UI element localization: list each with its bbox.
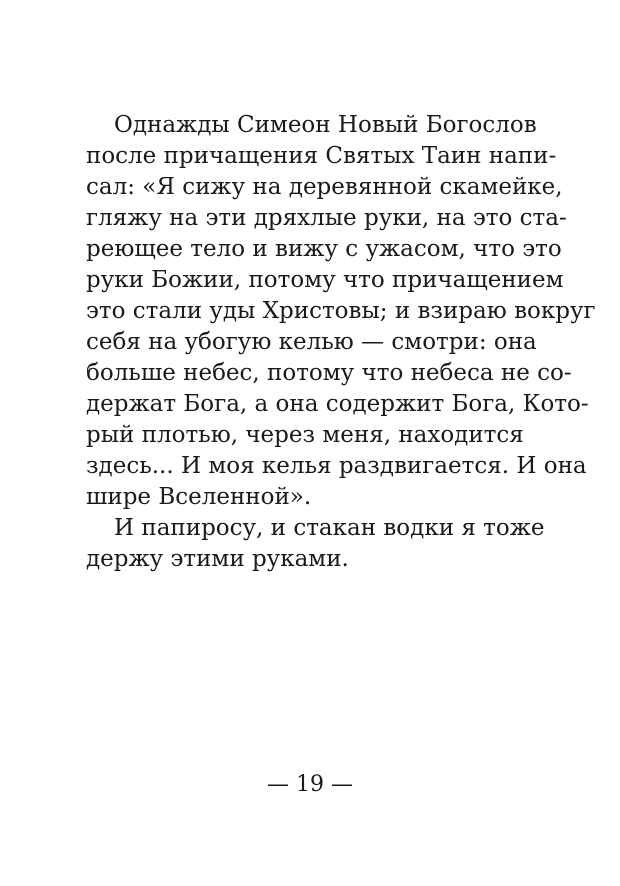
text-line: это стали уды Христовы; и взираю вокруг	[86, 298, 596, 324]
text-line: гляжу на эти дряхлые руки, на это ста-	[86, 205, 567, 231]
text-line: после причащения Святых Таин напи-	[86, 143, 557, 169]
text-line: руки Божии, потому что причащением	[86, 267, 564, 293]
text-line: реющее тело и вижу с ужасом, что это	[86, 236, 562, 262]
text-line: держу этими руками.	[86, 546, 349, 572]
paragraph-1	[86, 110, 596, 513]
text-line: сал: «Я сижу на деревянной скамейке,	[86, 174, 563, 200]
body-text	[86, 110, 596, 575]
text-line: рый плотью, через меня, находится	[86, 422, 524, 448]
page-number: — 19 —	[267, 772, 353, 797]
text-line: больше небес, потому что небеса не со-	[86, 360, 572, 386]
text-line: держат Бога, а она содержит Бога, Кото-	[86, 391, 589, 417]
text-line: Однажды Симеон Новый Богослов	[114, 112, 537, 138]
paragraph-2	[86, 513, 545, 575]
text-line: здесь... И моя келья раздвигается. И она	[86, 453, 587, 479]
text-line: шире Вселенной».	[86, 484, 312, 510]
text-line: себя на убогую келью — смотри: она	[86, 329, 537, 355]
text-line: И папиросу, и стакан водки я тоже	[114, 515, 545, 541]
